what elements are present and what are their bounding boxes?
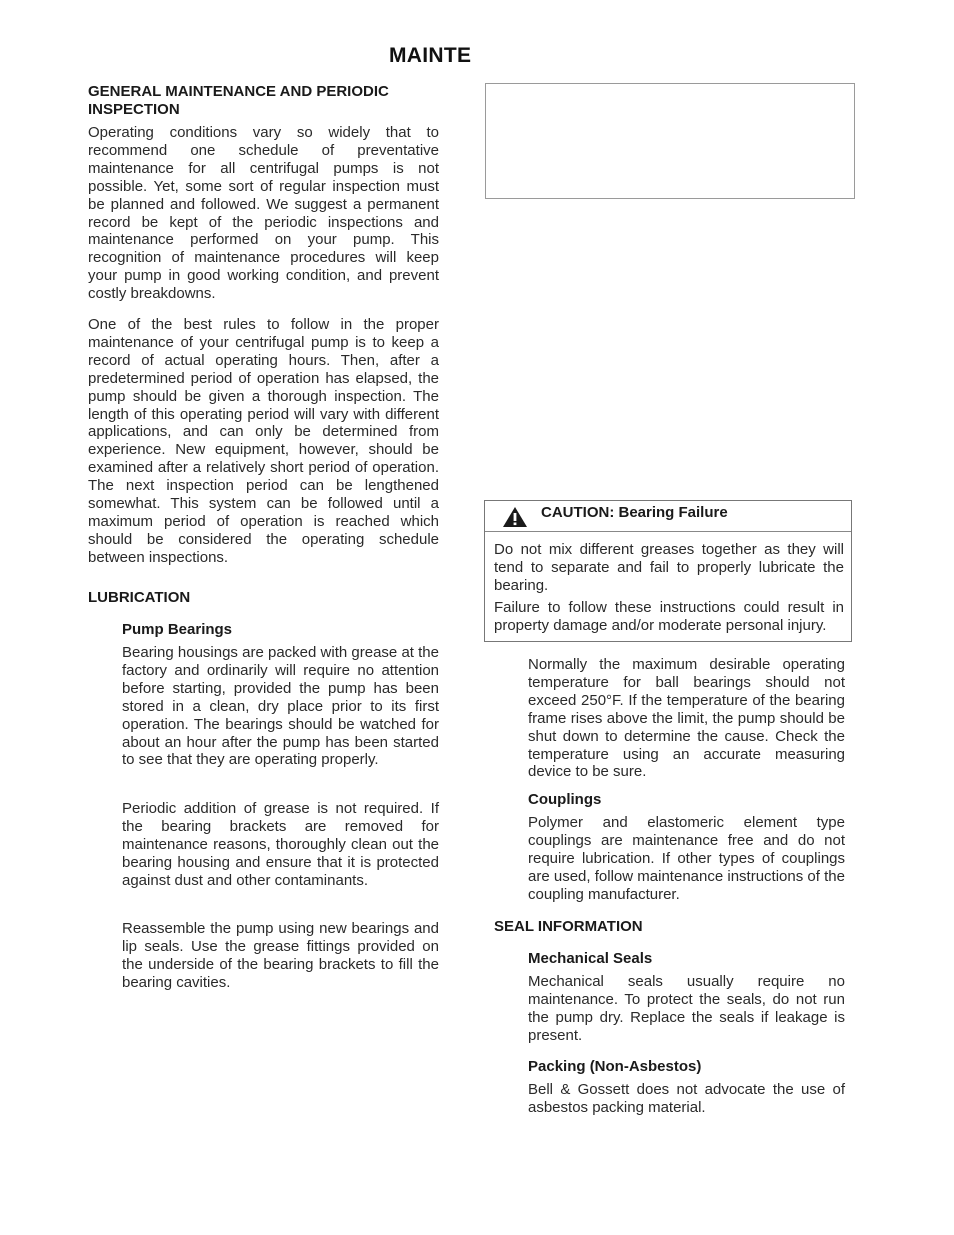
mechanical-seals-heading: Mechanical Seals [528, 950, 653, 967]
caution-header [485, 501, 851, 531]
caution-paragraph-2: Failure to follow these instructions could result in property damage and/or moderate personal injury. [494, 599, 844, 634]
couplings-heading: Couplings [528, 791, 602, 808]
general-heading-line2: INSPECTION [88, 101, 180, 118]
seal-information-heading: SEAL INFORMATION [494, 918, 643, 935]
pump-bearings-paragraph-3: Reassemble the pump using new bearings and lip seals. Use the grease fittings provided on the underside of the bearing brackets to fill the bearing cavities. [122, 920, 439, 991]
pump-bearings-heading: Pump Bearings [122, 621, 233, 638]
warning-triangle-icon [502, 506, 528, 528]
mechanical-seals-paragraph: Mechanical seals usually require no maintenance. To protect the seals, do not run the pump dry. Replace the seals if leakage is present. [528, 973, 845, 1044]
caution-divider [485, 531, 851, 532]
temperature-paragraph: Normally the maximum desirable operating temperature for ball bearings should not exceed 250°F. If the temperature of the bearing frame rises above the limit, the pump should be shut down to determine the cause. Check the temperature using an accurate measuring device to be sure. [528, 656, 845, 781]
caution-paragraph-1: Do not mix different greases together as they will tend to separate and fail to properly lubricate the bearing. [494, 541, 844, 594]
pump-bearings-paragraph-1: Bearing housings are packed with grease at the factory and ordinarily will require no attention before starting, provided the pump has been stored in a clean, dry place prior to its first operation. The bearings should be watched for about an hour after the pump has been started to see that they are operating properly. [122, 644, 439, 769]
general-heading-line1: GENERAL MAINTENANCE AND PERIODIC [88, 83, 389, 100]
general-paragraph-2: One of the best rules to follow in the proper maintenance of your centrifugal pump is to keep a record of actual operating hours. Then, after a predetermined period of operation has elapsed, the pump should be given a thorough inspection. The length of this operating period will vary with different applications, and can only be determined from experience. New equipment, however, should be examined after a relatively short period of operation. The next inspection period can be lengthened somewhat. This system can be followed until a maximum period of operation is reached which should be considered the operating schedule between inspections. [88, 316, 439, 566]
general-paragraph-1: Operating conditions vary so widely that to recommend one schedule of preventative maintenance for all centrifugal pumps is not possible. Yet, some sort of regular inspection must be planned and followed. We suggest a permanent record be kept of the periodic inspections and maintenance performed on your pump. This recognition of maintenance procedures will keep your pump in good working condition, and prevent costly breakdowns. [88, 124, 439, 303]
packing-paragraph: Bell & Gossett does not advocate the use of asbestos packing material. [528, 1081, 845, 1116]
caution-box [484, 500, 852, 642]
general-maintenance-heading [88, 83, 389, 119]
couplings-paragraph: Polymer and elastomeric element type couplings are maintenance free and do not require lubrication. If other types of couplings are used, follow maintenance instructions of the coupling manufacturer. [528, 814, 845, 903]
lubrication-heading: LUBRICATION [88, 589, 191, 606]
packing-heading: Packing (Non-Asbestos) [528, 1058, 702, 1075]
caution-label: CAUTION: Bearing Failure [541, 504, 728, 521]
page-title: MAINTE [389, 44, 472, 67]
pump-bearings-paragraph-2: Periodic addition of grease is not required. If the bearing brackets are removed for maintenance reasons, thoroughly clean out the bearing housing and ensure that it is protected against dust and other contaminants. [122, 800, 439, 889]
blank-notice-box [485, 83, 855, 199]
